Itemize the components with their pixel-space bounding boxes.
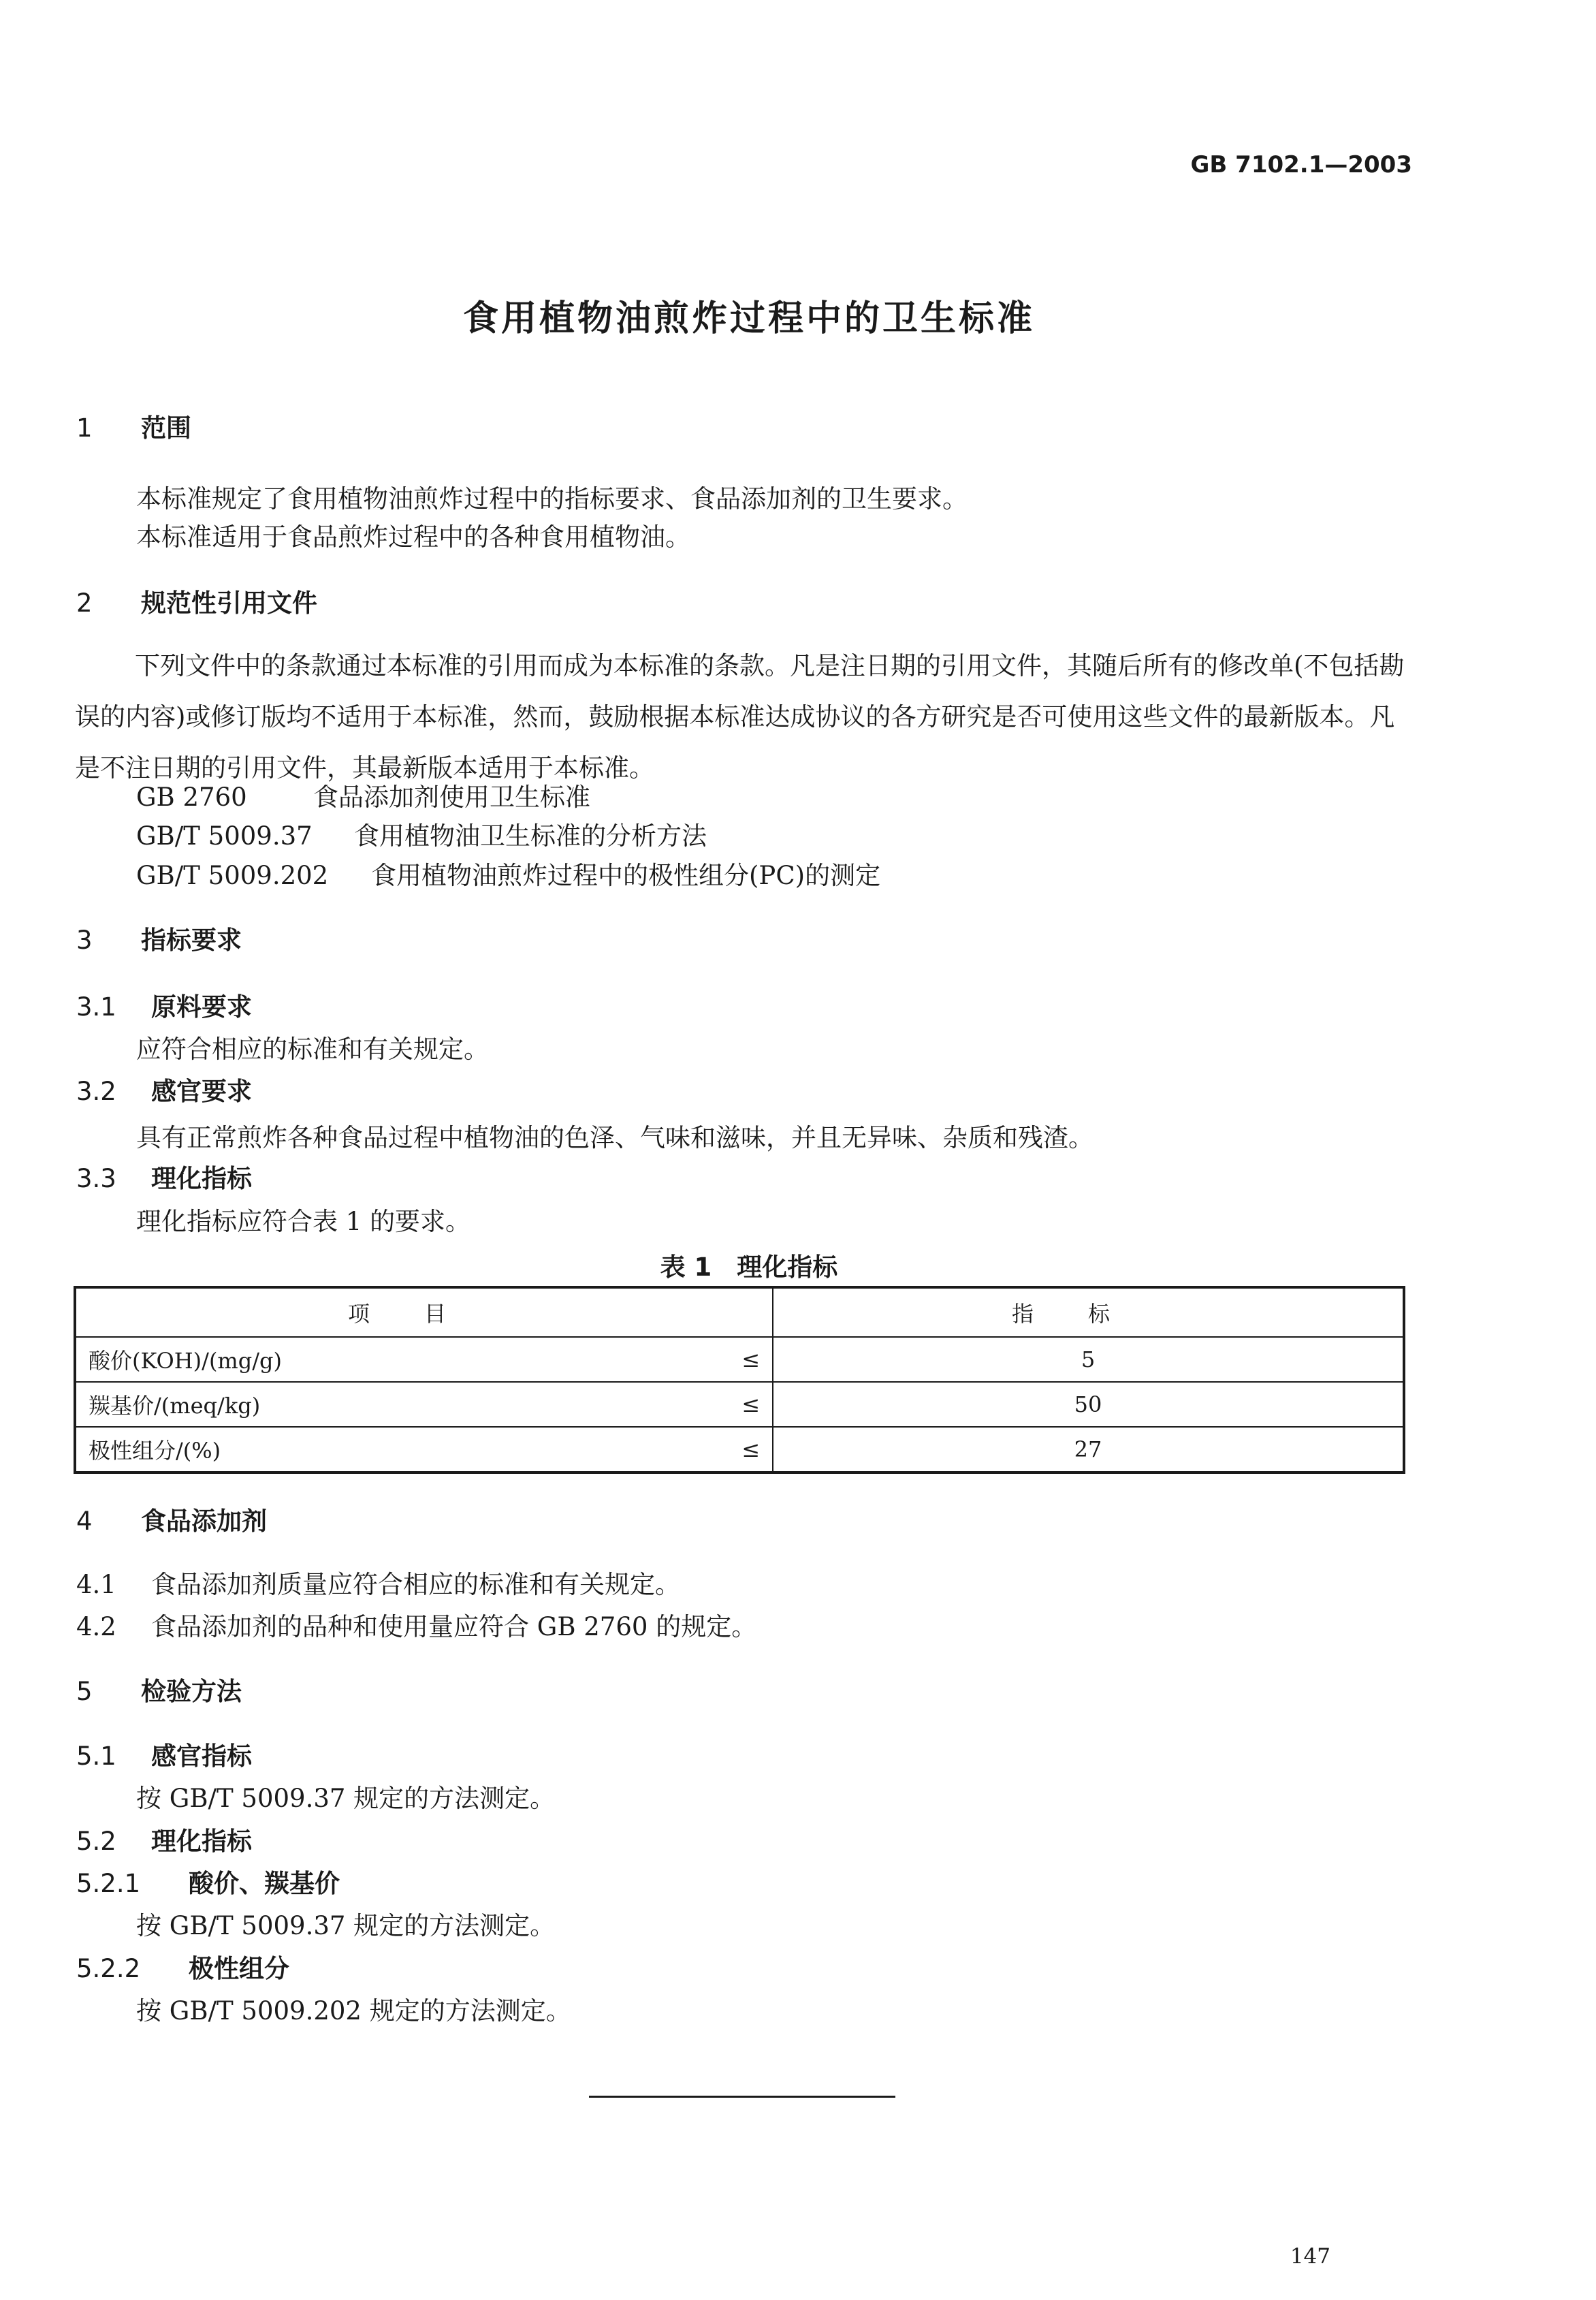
paragraph: 按 GB/T 5009.37 规定的方法测定。 xyxy=(136,1784,556,1813)
section-title: 规范性引用文件 xyxy=(141,588,317,618)
section-title: 检验方法 xyxy=(141,1677,242,1706)
subsection-5-1-heading xyxy=(76,1735,252,1772)
clause-number: 4.1 xyxy=(76,1570,116,1599)
column-header-item: 项目 xyxy=(75,1287,773,1337)
standard-code: GB 7102.1—2003 xyxy=(1190,151,1412,178)
table-row xyxy=(75,1427,1404,1472)
reference-code: GB/T 5009.37 xyxy=(136,821,313,851)
value-cell: 50 xyxy=(773,1382,1404,1427)
section-number: 5 xyxy=(76,1677,93,1706)
section-number: 1 xyxy=(76,413,93,443)
section-title: 感官指标 xyxy=(151,1742,252,1771)
section-title: 原料要求 xyxy=(151,992,252,1022)
clause-number: 4.2 xyxy=(76,1612,116,1641)
section-number: 3.3 xyxy=(76,1164,116,1193)
subsection-5-2-2-heading xyxy=(76,1948,289,1985)
section-title: 理化指标 xyxy=(151,1827,252,1856)
item-cell: 极性组分/(%) xyxy=(75,1427,639,1472)
paragraph: 本标准适用于食品煎炸过程中的各种食用植物油。 xyxy=(136,522,690,552)
paragraph: 下列文件中的条款通过本标准的引用而成为本标准的条款。凡是注日期的引用文件，其随后所有的修改单(不包括勘误的内容)或修订版均不适用于本标准，然而，鼓励根据本标准达成协议的各方研究是否可使用这些文件的最新版本。凡是不注日期的引用文件，其最新版本适用于本标准。 xyxy=(75,651,1405,783)
section-3-heading xyxy=(76,919,242,956)
paragraph: 应符合相应的标准和有关规定。 xyxy=(136,1035,489,1064)
paragraph: 本标准规定了食用植物油煎炸过程中的指标要求、食品添加剂的卫生要求。 xyxy=(136,484,968,514)
clause-4-1 xyxy=(76,1564,680,1601)
paragraph: 理化指标应符合表 1 的要求。 xyxy=(136,1207,471,1236)
paragraph: 按 GB/T 5009.37 规定的方法测定。 xyxy=(136,1911,556,1940)
clause-4-2 xyxy=(76,1606,756,1643)
section-number: 5.2.1 xyxy=(76,1869,141,1898)
section-number: 5.1 xyxy=(76,1742,116,1771)
section-1-heading xyxy=(76,407,191,444)
item-cell: 羰基价/(meq/kg) xyxy=(75,1382,639,1427)
subsection-3-1-heading xyxy=(76,986,252,1023)
subsection-3-2-heading xyxy=(76,1071,252,1107)
section-4-heading xyxy=(76,1500,267,1537)
section-number: 4 xyxy=(76,1507,93,1536)
page-number: 147 xyxy=(1290,2244,1330,2269)
operator-cell: ≤ xyxy=(639,1337,773,1382)
table-header-row xyxy=(75,1287,1404,1337)
section-number: 5.2 xyxy=(76,1827,116,1856)
table-row xyxy=(75,1337,1404,1382)
subsection-3-3-heading xyxy=(76,1158,252,1195)
value-cell: 27 xyxy=(773,1427,1404,1472)
value-cell: 5 xyxy=(773,1337,1404,1382)
reference-name: 食品添加剂使用卫生标准 xyxy=(313,783,590,812)
paragraph: 具有正常煎炸各种食品过程中植物油的色泽、气味和滋味，并且无异味、杂质和残渣。 xyxy=(136,1123,1094,1152)
section-title: 范围 xyxy=(141,413,191,443)
table-row xyxy=(75,1382,1404,1427)
reference-name: 食用植物油煎炸过程中的极性组分(PC)的测定 xyxy=(371,861,881,890)
section-5-heading xyxy=(76,1671,242,1707)
section-number: 3.1 xyxy=(76,992,116,1022)
table-caption: 表 1 理化指标 xyxy=(660,1253,838,1282)
subsection-5-2-heading xyxy=(76,1821,252,1857)
item-cell: 酸价(KOH)/(mg/g) xyxy=(75,1337,639,1382)
section-number: 3.2 xyxy=(76,1077,116,1106)
reference-name: 食用植物油卫生标准的分析方法 xyxy=(354,821,707,851)
section-title: 极性组分 xyxy=(189,1954,289,1983)
section-title: 感官要求 xyxy=(151,1077,252,1106)
reference-item xyxy=(136,815,707,852)
reference-item xyxy=(136,776,590,813)
section-number: 3 xyxy=(76,926,93,955)
operator-cell: ≤ xyxy=(639,1382,773,1427)
section-number: 5.2.2 xyxy=(76,1954,141,1983)
section-title: 酸价、羰基价 xyxy=(189,1869,340,1898)
reference-code: GB 2760 xyxy=(136,783,247,812)
section-title: 理化指标 xyxy=(151,1164,252,1193)
operator-cell: ≤ xyxy=(639,1427,773,1472)
reference-item xyxy=(136,855,880,892)
section-number: 2 xyxy=(76,588,93,618)
document-title: 食用植物油煎炸过程中的卫生标准 xyxy=(462,298,1035,339)
subsection-5-2-1-heading xyxy=(76,1863,340,1900)
column-header-value: 指标 xyxy=(773,1287,1404,1337)
paragraph: 按 GB/T 5009.202 规定的方法测定。 xyxy=(136,1996,571,2026)
section-title: 指标要求 xyxy=(141,926,242,955)
clause-text: 食品添加剂质量应符合相应的标准和有关规定。 xyxy=(151,1570,680,1599)
indicator-table xyxy=(74,1286,1405,1474)
reference-code: GB/T 5009.202 xyxy=(136,861,329,890)
section-2-heading xyxy=(76,582,317,619)
section-title: 食品添加剂 xyxy=(141,1507,267,1536)
clause-text: 食品添加剂的品种和使用量应符合 GB 2760 的规定。 xyxy=(151,1612,757,1641)
end-rule xyxy=(589,2096,895,2098)
